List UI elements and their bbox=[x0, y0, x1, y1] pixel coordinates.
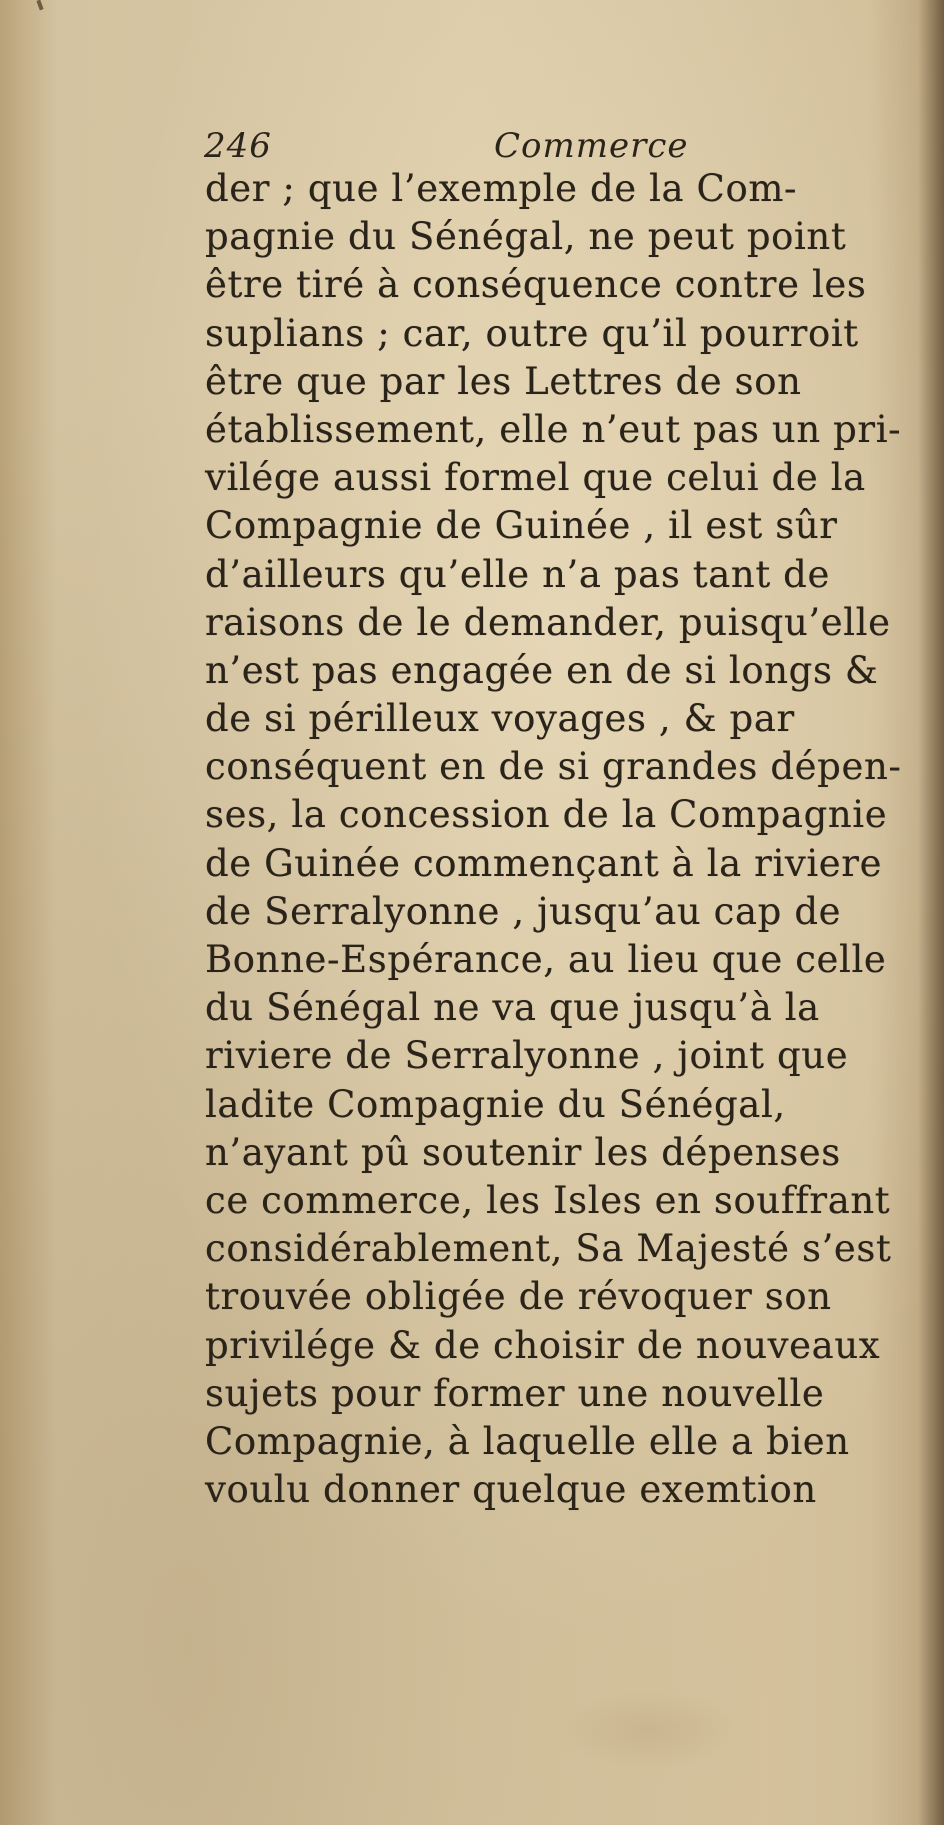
text-line: ce commerce, les Isles en souffrant bbox=[205, 1178, 891, 1222]
text-line: du Sénégal ne va que jusqu’à la bbox=[205, 986, 820, 1030]
text-line: privilége & de choisir de nouveaux bbox=[205, 1323, 881, 1367]
text-line: ladite Compagnie du Sénégal, bbox=[205, 1082, 786, 1126]
text-line: raisons de le demander, puisqu’elle bbox=[205, 600, 891, 644]
text-line: n’ayant pû soutenir les dépenses bbox=[205, 1130, 841, 1174]
text-line: trouvée obligée de révoquer son bbox=[205, 1275, 832, 1319]
text-line: être tiré à conséquence contre les bbox=[205, 263, 867, 307]
running-head: Commerce bbox=[494, 126, 689, 166]
text-line: sujets pour former une nouvelle bbox=[205, 1371, 825, 1415]
text-line: Bonne-Espérance, au lieu que celle bbox=[205, 938, 887, 981]
text-line: de si périlleux voyages , & par bbox=[205, 697, 795, 741]
text-line: établissement, elle n’eut pas un pri- bbox=[205, 407, 902, 451]
text-line: de Serralyonne , jusqu’au cap de bbox=[205, 889, 842, 933]
text-line: pagnie du Sénégal, ne peut point bbox=[205, 215, 847, 259]
text-line: vilége aussi formel que celui de la bbox=[205, 456, 866, 500]
text-line: être que par les Lettres de son bbox=[205, 359, 802, 403]
text-line: der ; que l’exemple de la Com- bbox=[205, 167, 798, 210]
text-line: ses, la concession de la Compagnie bbox=[205, 793, 888, 837]
text-line: Compagnie de Guinée , il est sûr bbox=[205, 504, 838, 548]
text-line: d’ailleurs qu’elle n’a pas tant de bbox=[205, 552, 830, 596]
text-line: conséquent en de si grandes dépen- bbox=[205, 745, 902, 789]
text-line: riviere de Serralyonne , joint que bbox=[205, 1034, 849, 1078]
text-line: n’est pas engagée en de si longs & bbox=[205, 648, 879, 692]
text-line: considérablement, Sa Majesté s’est bbox=[205, 1227, 892, 1271]
page-edge-mark bbox=[36, 0, 43, 10]
text-line: suplians ; car, outre qu’il pourroit bbox=[205, 311, 859, 355]
body-text bbox=[205, 165, 925, 1514]
page-number: 246 bbox=[204, 126, 272, 166]
text-line: Compagnie, à laquelle elle a bien bbox=[205, 1419, 850, 1463]
text-line: voulu donner quelque exemtion bbox=[205, 1468, 817, 1512]
text-line: de Guinée commençant à la riviere bbox=[205, 841, 883, 885]
paper-stain bbox=[560, 1690, 740, 1770]
